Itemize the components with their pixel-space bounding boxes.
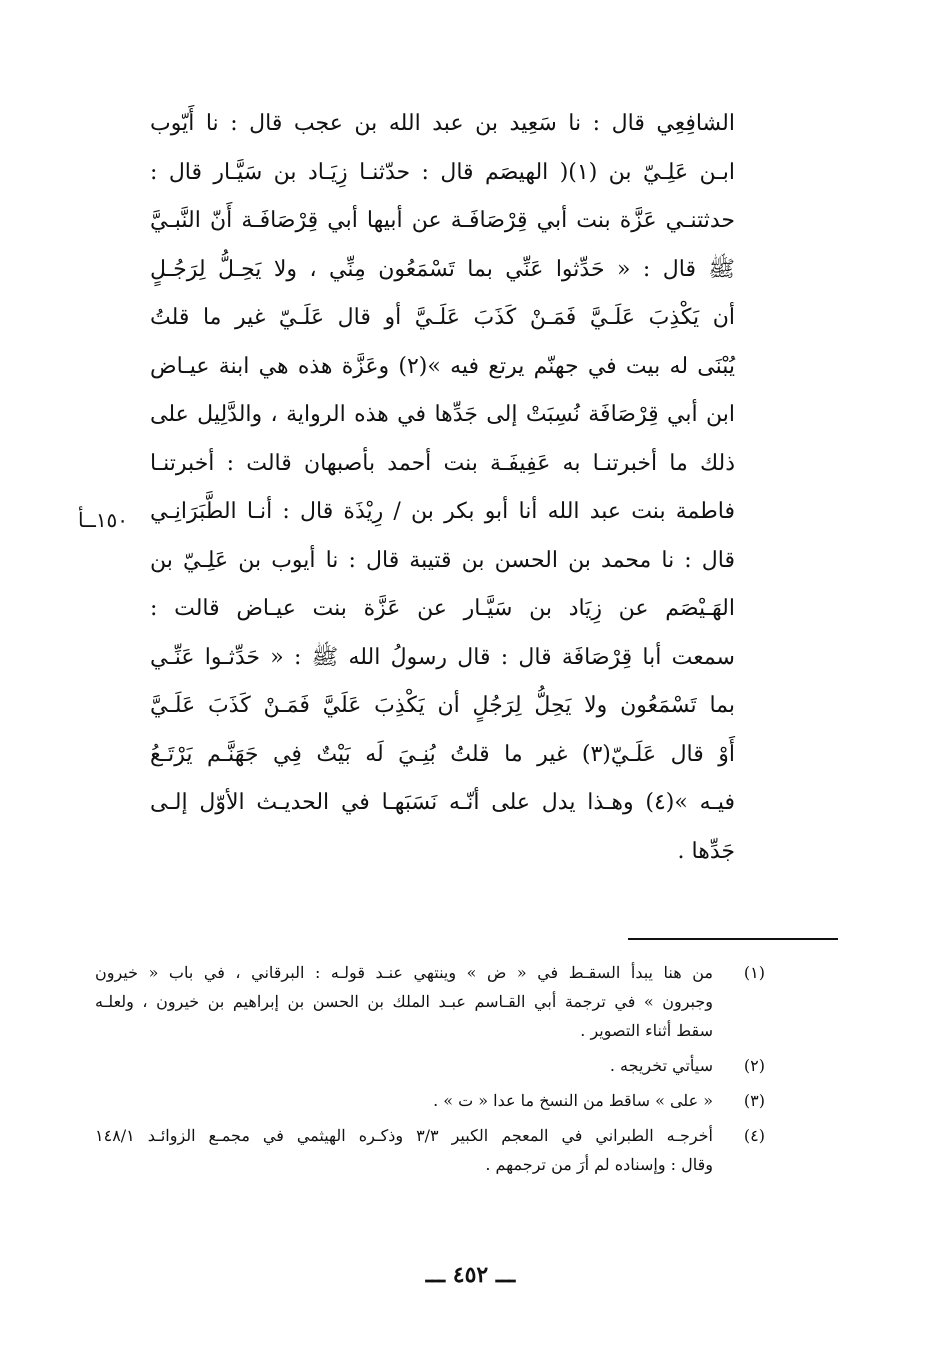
footnote-line: وجبرون » في ترجمة أبي القـاسم عبـد الملك بن الحسن بن إبراهيم بن خيرون ، ولعلـه [95, 992, 713, 1011]
main-text-line: قال : نا محمد بن الحسن بن قتيبة قال : نا أيوب بن عَلِـيّ بن [150, 547, 735, 573]
main-text-line: أن يَكْذِبَ عَلَـيَّ فَمَـنْ كَذَبَ عَلَـيَّ أو قال عَلَـيّ غير ما قلتُ [150, 305, 735, 330]
footnote-line: « على » ساقط من النسخ ما عدا « ت » . [433, 1091, 713, 1110]
footnote-body [95, 1086, 713, 1115]
main-text-line: الهَـيْصَم عن زِيَاد بن سَيَّـار عن عَزَّة بنت عيـاض قالت : [150, 596, 735, 621]
main-text-line: جَدِّها . [677, 838, 735, 864]
page-number: ـــ ٤٥٢ ـــ [425, 1262, 516, 1288]
footnotes-block [95, 958, 765, 1185]
main-text-line: أَوْ قال عَلَـيّ(٣) غير ما قلتُ بُنِـيَ لَه بَيْتٌ فِي جَهَنَّـم يَرْتَـعُ [150, 741, 735, 767]
footnote-number: (٤) [743, 1126, 765, 1145]
footnote-item [95, 1121, 765, 1179]
main-text-block [150, 100, 735, 876]
main-text-line: بما تَسْمَعُون ولا يَحِلُّ لِرَجُلٍ أن يَكْذِبَ عَلَيَّ فَمَـنْ كَذَبَ عَلَـيَّ [150, 693, 735, 718]
footnote-separator [628, 938, 838, 940]
footnote-number: (٣) [743, 1091, 765, 1110]
main-text-line: فيـه »(٤) وهـذا يدل على أنّـه نَسَبَهـا في الحديـث الأوّل إلـى [150, 790, 735, 815]
footnote-body [95, 1051, 713, 1080]
footnote-item [95, 958, 765, 1045]
footnote-line: من هنا يبدأ السقـط في « ض » وينتهي عنـد قولـه : البرقاني ، في باب « خيرون [95, 963, 713, 982]
main-text-line: ابـن عَلِـيّ بن (١)( الهيصَم قال : حدّثنـا زِيَـاد بن سَيَّـار قال : [150, 159, 735, 185]
main-text-line: حدثتنـي عَزَّة بنت أبي قِرْصَافَـة عن أبيها أبي قِرْصَافَـة أَنّ النَّبـيَّ [150, 208, 735, 233]
margin-folio-note: ١٥٠ــأ [78, 508, 129, 532]
footnote-line: سقط أثناء التصوير . [580, 1021, 713, 1040]
footnote-item [95, 1051, 765, 1080]
main-text-line: ﷺ قال : « حَدِّثوا عَنِّي بما تَسْمَعُون مِنِّي ، ولا يَحِـلُّ لِرَجُـلٍ [150, 256, 735, 282]
main-text-line: فاطمة بنت عبد الله أنا أبو بكر بن / رِيْذَة قال : أنـا الطَّبَرَانِـي [150, 499, 735, 524]
footnote-line: وقال : وإسناده لم أرَ من ترجمهم . [485, 1155, 713, 1174]
main-text-line: الشافِعِي قال : نا سَعِيد بن عبد الله بن عجب قال : نا أَيّوب [150, 111, 735, 136]
main-text-line: سمعت أبا قِرْصَافَة قال : قال رسولُ الله ﷺ : « حَدِّثـوا عَنِّـي [150, 644, 735, 670]
main-text-line: يُبْنَى له بيت في جهنّم يرتع فيه »(٢) وعَزَّة هذه هي ابنة عيـاض [150, 353, 735, 379]
footnote-body [95, 1121, 713, 1179]
footnote-item [95, 1086, 765, 1115]
footnote-line: أخرجـه الطبراني في المعجم الكبير ٣/٣ وذكـره الهيثمي في مجمـع الزوائـد ١٤٨/١ [95, 1126, 714, 1145]
footnote-body [95, 958, 713, 1045]
main-text-line: ذلك ما أخبرتنـا به عَفِيفَـة بنت أحمد بأصبهان قالت : أخبرتنـا [150, 450, 735, 476]
footnote-number: (١) [743, 963, 765, 982]
footnote-line: سيأتي تخريجه . [609, 1056, 713, 1075]
footnote-number: (٢) [743, 1056, 765, 1075]
main-text-line: ابن أبي قِرْصَافَة نُسِبَتْ إلى جَدِّها في هذه الرواية ، والدَّلِيل على [150, 402, 735, 427]
